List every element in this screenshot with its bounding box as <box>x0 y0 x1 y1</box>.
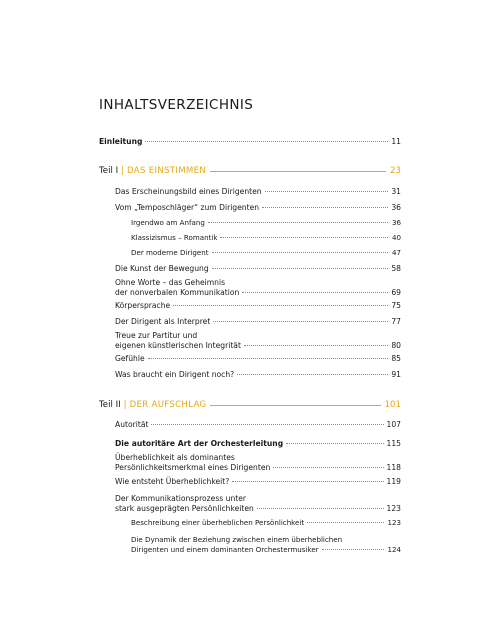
toc-entry-label: eigenen künstlerischen Integrität <box>115 340 241 350</box>
toc-subentry[interactable] <box>131 233 401 243</box>
toc-subentry[interactable] <box>131 518 401 528</box>
part-page: 23 <box>390 166 401 176</box>
toc-entry-label: Das Erscheinungsbild eines Dirigenten <box>115 187 262 196</box>
toc-entry[interactable] <box>115 453 401 472</box>
part-rule <box>210 405 380 406</box>
toc-entry[interactable] <box>115 477 401 487</box>
toc-entry-label: Die Kunst der Bewegung <box>115 264 209 273</box>
dot-leader <box>265 191 388 192</box>
toc-entry-label: Beschreibung einer überheblichen Persönlichkeit <box>131 518 305 527</box>
toc-entry-page: 91 <box>391 370 401 379</box>
toc-subentry[interactable] <box>131 535 401 554</box>
toc-entry[interactable] <box>115 331 401 350</box>
toc-entry-label-line1: Der Kommunikationsprozess unter <box>115 494 247 503</box>
dot-leader <box>151 424 383 425</box>
dot-leader <box>173 305 388 306</box>
toc-entry[interactable] <box>115 420 401 430</box>
toc-entry-page: 69 <box>391 287 401 297</box>
part-rule <box>210 171 386 172</box>
toc-entry[interactable] <box>115 203 401 213</box>
part-separator: | <box>123 400 127 410</box>
toc-entry-label: Körpersprache <box>115 301 171 310</box>
toc-entry-page: 75 <box>391 301 401 310</box>
toc-entry-label: Klassizismus – Romantik <box>131 233 218 242</box>
toc-entry-label: Der moderne Dirigent <box>131 248 209 257</box>
toc-heading: INHALTSVERZEICHNIS <box>99 97 254 113</box>
part-label: Teil II <box>99 400 121 410</box>
dot-leader <box>257 508 384 509</box>
dot-leader <box>242 292 388 293</box>
toc-entry-page: 119 <box>386 477 401 486</box>
dot-leader <box>307 522 384 523</box>
toc-entry[interactable] <box>115 439 401 449</box>
part-separator: | <box>121 166 125 176</box>
dot-leader <box>286 443 383 444</box>
toc-entry[interactable] <box>115 494 401 513</box>
toc-entry-label: Dirigenten und einem dominanten Orchestermusiker <box>131 544 319 554</box>
dot-leader <box>145 141 388 142</box>
toc-subentry[interactable] <box>131 248 401 258</box>
dot-leader <box>322 549 385 550</box>
toc-entry-label: Der Dirigent als Interpret <box>115 317 211 326</box>
toc-entry-label: Die autoritäre Art der Orchesterleitung <box>115 439 284 448</box>
toc-entry-page: 58 <box>391 264 401 273</box>
toc-entry-page: 124 <box>387 544 401 554</box>
toc-entry[interactable] <box>115 301 401 311</box>
toc-entry-label: Einleitung <box>99 137 143 146</box>
dot-leader <box>220 237 388 238</box>
toc-entry-label-line1: Überheblichkeit als dominantes <box>115 453 235 462</box>
toc-entry-label-line1: Ohne Worte – das Geheimnis <box>115 278 226 287</box>
toc-entry-label-line1: Die Dynamik der Beziehung zwischen einem überheblichen <box>131 535 343 544</box>
toc-entry-page: 47 <box>391 248 401 257</box>
toc-subentry[interactable] <box>131 218 401 228</box>
toc-entry-label: Vom „Temposchläger“ zum Dirigenten <box>115 203 260 212</box>
dot-leader <box>212 268 388 269</box>
toc-entry[interactable] <box>115 264 401 274</box>
dot-leader <box>212 252 389 253</box>
part-name: DAS EINSTIMMEN <box>127 166 207 176</box>
toc-entry-page: 40 <box>391 233 401 242</box>
toc-entry-label: Irgendwo am Anfang <box>131 218 205 227</box>
toc-entry-page: 36 <box>391 218 401 227</box>
dot-leader <box>262 207 388 208</box>
toc-entry-page: 11 <box>391 137 401 146</box>
toc-part-2[interactable] <box>99 400 401 410</box>
toc-entry[interactable] <box>115 370 401 380</box>
toc-entry-label: Gefühle <box>115 354 145 363</box>
toc-entry-label: der nonverbalen Kommunikation <box>115 287 240 297</box>
dot-leader <box>273 467 383 468</box>
toc-entry-page: 115 <box>386 439 401 448</box>
dot-leader <box>232 481 383 482</box>
toc-entry-page: 123 <box>386 503 401 513</box>
toc-entry-label: Autorität <box>115 420 149 429</box>
dot-leader <box>237 374 388 375</box>
part-label: Teil I <box>99 166 119 176</box>
toc-entry-label: stark ausgeprägten Persönlichkeiten <box>115 503 254 513</box>
dot-leader <box>244 345 388 346</box>
toc-entry[interactable] <box>115 278 401 297</box>
toc-entry-einleitung[interactable] <box>99 137 401 147</box>
toc-entry-label: Persönlichkeitsmerkmal eines Dirigenten <box>115 462 271 472</box>
toc-entry[interactable] <box>115 354 401 364</box>
toc-entry-page: 36 <box>391 203 401 212</box>
part-name: DER AUFSCHLAG <box>129 400 207 410</box>
dot-leader <box>148 358 388 359</box>
toc-entry-page: 80 <box>391 340 401 350</box>
dot-leader <box>213 321 388 322</box>
toc-part-1[interactable] <box>99 166 401 176</box>
toc-entry-page: 77 <box>391 317 401 326</box>
toc-entry-label: Wie entsteht Überheblichkeit? <box>115 477 230 486</box>
toc-entry-page: 85 <box>391 354 401 363</box>
toc-entry-page: 31 <box>391 187 401 196</box>
toc-entry-page: 107 <box>386 420 401 429</box>
toc-entry[interactable] <box>115 317 401 327</box>
toc-entry-label: Was braucht ein Dirigent noch? <box>115 370 235 379</box>
toc-entry-label-line1: Treue zur Partitur und <box>115 331 198 340</box>
toc-entry-page: 123 <box>387 518 401 527</box>
part-page: 101 <box>384 400 401 410</box>
toc-entry[interactable] <box>115 187 401 197</box>
dot-leader <box>208 222 388 223</box>
toc-entry-page: 118 <box>386 462 401 472</box>
